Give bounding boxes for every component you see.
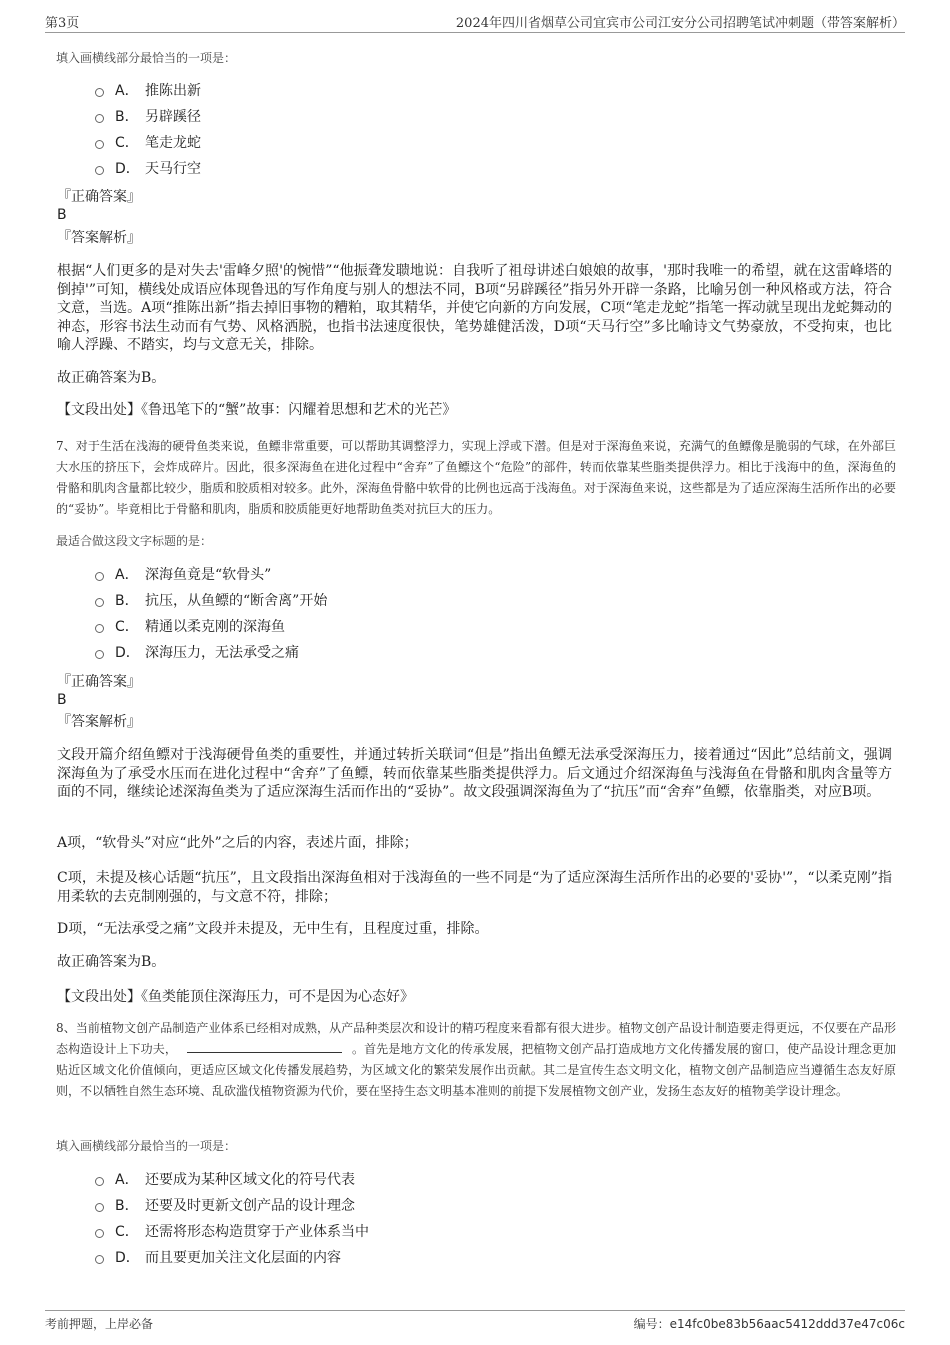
q6-prompt: 填入画横线部分最恰当的一项是： [56,51,237,65]
q7-analysis-4: D项，“无法承受之痛”文段并未提及，无中生有，且程度过重，排除。 [57,921,489,937]
radio-icon[interactable] [95,598,104,607]
radio-icon[interactable] [95,88,104,97]
answer-blank [187,1041,342,1053]
footer-slogan: 考前押题，上岸必备 [45,1317,154,1331]
document-title: 2024年四川省烟草公司宜宾市公司江安分公司招聘笔试冲刺题（带答案解析） [455,16,905,31]
q7-option-c[interactable]: C． 精通以柔克刚的深海鱼 [95,614,327,640]
radio-icon[interactable] [95,1255,104,1264]
q7-answer-label: 『正确答案』 [57,674,141,690]
page-number: 第3页 [45,16,80,31]
q8-prompt: 填入画横线部分最恰当的一项是： [56,1139,237,1153]
radio-icon[interactable] [95,1177,104,1186]
q7-options [95,562,327,666]
q6-source: 【文段出处】《鲁迅笔下的“蟹”故事：闪耀着思想和艺术的光芒》 [57,402,457,418]
q8-text: 8、当前植物文创产品制造产业体系已经相对成熟，从产品种类层次和设计的精巧程度来看都有很大进步。植物文创产品设计制造要走得更远，不仅要在产品形态构造设计上下功夫， 。首先是地方文化的传承发展，把植物文创产品打造成地方文化传播发展的窗口，使产品设计理念更加贴近区域文化价值倾向，更适应区域文化传播发展趋势，为区域文化的繁荣发展作出贡献。其二是宣传生态文明文化，植物文创产品制造应当遵循生态友好原则，不以牺牲自然生态环境、乱砍滥伐植物资源为代价，要在坚持生态文明基本准则的前提下发展植物文创产业，发扬生态友好的植物美学设计理念。 [56,1021,896,1098]
q8-option-c[interactable]: C． 还需将形态构造贯穿于产业体系当中 [95,1219,369,1245]
q7-answer: B [57,692,67,708]
q6-option-b[interactable]: B． 另辟蹊径 [95,104,201,130]
q7-option-b[interactable]: B． 抗压，从鱼鳔的“断舍离”开始 [95,588,327,614]
q6-option-c[interactable]: C． 笔走龙蛇 [95,130,201,156]
footer-code: 编号：e14fc0be83b56aac5412ddd37e47c06c [633,1317,905,1331]
radio-icon[interactable] [95,1229,104,1238]
q8-option-b[interactable]: B． 还要及时更新文创产品的设计理念 [95,1193,369,1219]
q7-analysis-3: C项，未提及核心话题“抗压”，且文段指出深海鱼相对于浅海鱼的一些不同是“为了适应深海生活所作出的必要的'妥协'”，“以柔克刚”指用柔软的去克制刚强的，与文意不符，排除； [57,870,892,905]
q6-answer: B [57,207,67,223]
radio-icon[interactable] [95,114,104,123]
q8-options [95,1167,369,1271]
radio-icon[interactable] [95,650,104,659]
q6-analysis-label: 『答案解析』 [57,230,141,246]
q7-analysis-2: A项，“软骨头”对应“此外”之后的内容，表述片面，排除； [57,835,418,851]
q8-option-d[interactable]: D． 而且要更加关注文化层面的内容 [95,1245,369,1271]
q7-source: 【文段出处】《鱼类能顶住深海压力，可不是因为心态好》 [57,989,414,1005]
q7-conclusion: 故正确答案为B。 [57,954,166,970]
q6-option-d[interactable]: D． 天马行空 [95,156,201,182]
q6-conclusion: 故正确答案为B。 [57,370,166,386]
q7-option-a[interactable]: A． 深海鱼竟是“软骨头” [95,562,327,588]
page-footer [45,1310,905,1335]
q7-prompt: 最适合做这段文字标题的是： [56,534,213,548]
q7-text: 7、对于生活在浅海的硬骨鱼类来说，鱼鳔非常重要，可以帮助其调整浮力，实现上浮或下潜。但是对于深海鱼来说，充满气的鱼鳔像是脆弱的气球，在外部巨大水压的挤压下，会炸成碎片。因此，很多深海鱼在进化过程中“舍弃”了鱼鳔这个“危险”的部件，转而依靠某些脂类提供浮力。相比于浅海中的鱼，深海鱼的骨骼和肌肉含量都比较少，脂质和胶质相对较多。此外，深海鱼骨骼中软骨的比例也远高于浅海鱼。对于深海鱼来说，这些都是为了适应深海生活所作出的必要的“妥协”。毕竟相比于骨骼和肌肉，脂质和胶质能更好地帮助鱼类对抗巨大的压力。 [56,439,897,516]
q6-options [95,78,201,182]
radio-icon[interactable] [95,140,104,149]
radio-icon[interactable] [95,166,104,175]
q6-option-a[interactable]: A． 推陈出新 [95,78,201,104]
radio-icon[interactable] [95,572,104,581]
q6-analysis: 根据“人们更多的是对失去'雷峰夕照'的惋惜”“他振聋发聩地说：自我听了祖母讲述白娘娘的故事，'那时我唯一的希望，就在这雷峰塔的倒掉'”可知，横线处成语应体现鲁迅的写作角度与别人的想法不同，B项“另辟蹊径”指另外开辟一条路，比喻另创一种风格或方法，符合文意，当选。A项“推陈出新”指去掉旧事物的糟粕，取其精华，并使它向新的方向发展，C项“笔走龙蛇”指笔一挥动就呈现出龙蛇舞动的神态，形容书法生动而有气势、风格洒脱，也指书法速度很快，笔势雄健活泼，D项“天马行空”多比喻诗文气势豪放，不受拘束，也比喻人浮躁、不踏实，均与文意无关，排除。 [57,263,892,353]
q7-option-d[interactable]: D． 深海压力，无法承受之痛 [95,640,327,666]
radio-icon[interactable] [95,624,104,633]
page-header [45,10,905,33]
q8-option-a[interactable]: A． 还要成为某种区域文化的符号代表 [95,1167,369,1193]
radio-icon[interactable] [95,1203,104,1212]
q6-answer-label: 『正确答案』 [57,189,141,205]
q7-analysis-1: 文段开篇介绍鱼鳔对于浅海硬骨鱼类的重要性，并通过转折关联词“但是”指出鱼鳔无法承受深海压力，接着通过“因此”总结前文，强调深海鱼为了承受水压而在进化过程中“舍弃”了鱼鳔，转而依靠某些脂类提供浮力。后文通过介绍深海鱼与浅海鱼在骨骼和肌肉含量等方面的不同，继续论述深海鱼类为了适应深海生活而作出的“妥协”。故文段强调深海鱼为了“抗压”而“舍弃”鱼鳔，依靠脂类，对应B项。 [57,747,892,800]
q7-analysis-label: 『答案解析』 [57,714,141,730]
